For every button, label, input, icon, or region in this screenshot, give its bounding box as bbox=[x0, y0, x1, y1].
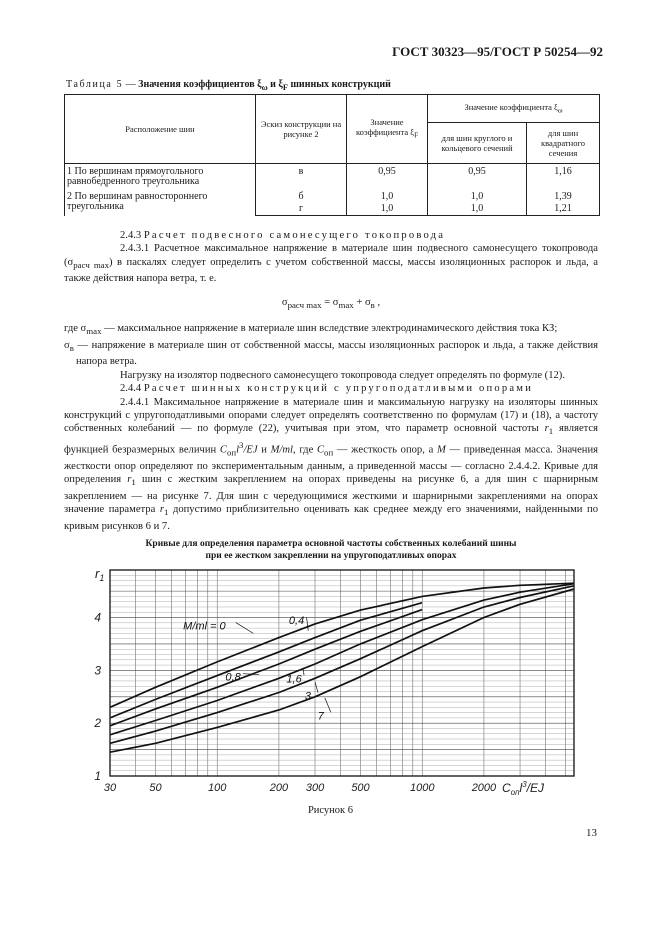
chart-ticks bbox=[93, 611, 497, 794]
section-2-4-4-heading: 2.4.4 Расчет шинных конструкций с упругоподатливыми опорами bbox=[120, 383, 534, 395]
x-tick-label: 300 bbox=[305, 782, 325, 794]
formula: $\sigma_{расч max} = \sigma_{max} + \sigma_в$ , bbox=[281, 296, 381, 310]
x-tick-label: 200 bbox=[269, 782, 289, 794]
paragraph-load: Нагрузку на изолятор подвесного самонесущего токопровода следует определять по формуле (12). bbox=[120, 369, 565, 381]
series-leader-4 bbox=[315, 682, 318, 693]
chart-title: Кривые для определения параметра основной частоты собственных колебаний шины при ее жестком закреплении на упругоподатливых опорах bbox=[145, 539, 517, 561]
section-2-4-3-heading: 2.4.3 Расчет подвесного самонесущего токопровода bbox=[120, 230, 446, 241]
col-square-header: для шин квадратного сечения bbox=[527, 123, 600, 164]
chart-curves bbox=[110, 583, 574, 752]
body-text bbox=[64, 229, 598, 533]
x-tick-label: 1000 bbox=[409, 782, 435, 794]
y-tick-label: 2 bbox=[94, 716, 101, 731]
x-tick-label: 2000 bbox=[471, 782, 497, 794]
series-label-4: 3 bbox=[304, 690, 312, 703]
table-caption: Таблица 5 — Значения коэффициентов $\xi_\omega$ и $\xi_F$ шинных конструкций bbox=[66, 79, 391, 92]
y-tick-label: 4 bbox=[94, 610, 101, 625]
x-tick-label: 500 bbox=[351, 782, 370, 794]
document-header: ГОСТ 30323—95/ГОСТ Р 50254—92 bbox=[392, 44, 603, 59]
x-axis-label: $C_{оп}l^3/EJ$ bbox=[502, 780, 544, 797]
col-location-header: Расположение шин bbox=[65, 95, 256, 164]
series-line-3 bbox=[110, 584, 574, 735]
series-label-1: 0,4 bbox=[288, 615, 305, 628]
where-sigma-v: $\sigma_в$ — напряжение в материале шин от собственной массы, массы изоляционных распорок и льда, а также действия напора ветра. bbox=[64, 339, 598, 368]
series-leader-5 bbox=[325, 698, 331, 712]
coefficients-table bbox=[64, 94, 600, 216]
x-tick-label: 50 bbox=[149, 782, 162, 794]
series-leader-0 bbox=[236, 622, 254, 633]
y-axis-label: $r_1$ bbox=[95, 566, 105, 583]
y-tick-label: 1 bbox=[94, 769, 101, 783]
x-tick-label: 30 bbox=[103, 782, 117, 794]
col-xiw-header: Значение коэффициента $\xi_\omega$ bbox=[428, 95, 600, 123]
series-leader-1 bbox=[307, 617, 309, 631]
page-number: 13 bbox=[586, 827, 597, 839]
series-label-0: M/ml = 0 bbox=[183, 620, 226, 633]
col-round-header: для шин круглого и кольцевого сечений bbox=[428, 123, 527, 164]
col-xiF-header: Значение коэффициента $\xi_F$ bbox=[347, 95, 428, 164]
series-label-5: 7 bbox=[317, 710, 324, 723]
series-label-2: 0,8 bbox=[225, 671, 241, 684]
table-row: г 1,0 1,0 1,21 bbox=[65, 203, 600, 216]
x-tick-label: 100 bbox=[208, 782, 227, 794]
col-sketch-header: Эскиз конструкции на рисунке 2 bbox=[256, 95, 347, 164]
paragraph-2-4-4-1: 2.4.4.1 Максимальное напряжение в материале шин и максимальную нагрузку на изоляторы шинных конструкций с упругоподатливыми опорами следует определять соответственно по формулам (17) и (18), а частоту собственных колебаний — по формуле (22), учитывая при этом, что параметр основной частоты $r_1$ является функцией безразмерных величин $C_{оп}l^3/EJ$ и M/ml, где $C_{оп}$ — жесткость опор, а M — приведенная масса. Значения жесткости опор определяют по экспериментальным данным, а приведенной массы — согласно 2.4.4.2. Кривые для определения $r_1$ шин с жестким закреплением на опорах приведены на рисунке 6, а для шин с шарнирным закреплением — на рисунке 7. Для шин с чередующимися жесткими и шарнирными закреплениями на опорах значение параметра $r_1$ допустимо приблизительно оценивать как среднее между его значениями, найденными по кривым рисунков 6 и 7. bbox=[64, 396, 599, 532]
figure-caption: Рисунок 6 bbox=[307, 805, 354, 816]
series-line-1 bbox=[110, 603, 422, 718]
table-row: 2 По вершинам равностороннего треугольника б 1,0 1,0 1,39 bbox=[65, 188, 600, 203]
series-leader-2 bbox=[243, 674, 259, 675]
table-row: 1 По вершинам прямоугольного равнобедренного треугольника в 0,95 0,95 1,16 bbox=[65, 164, 600, 189]
chart-figure-6 bbox=[60, 562, 580, 802]
paragraph-2-4-3-1: 2.4.3.1 Расчетное максимальное напряжение в материале шин подвесного самонесущего токопровода $(\sigma_{расч max})$ в паскалях следует определить с учетом собственной массы, массы изоляционных распорок и льда, а также действия напора ветра, т. е. bbox=[64, 243, 598, 285]
where-sigma-max: где $\sigma_{max}$ — максимальное напряжение в материале шин вследствие электродинамического действия тока КЗ; bbox=[64, 323, 558, 337]
series-line-2 bbox=[110, 610, 422, 726]
series-label-3: 1,6 bbox=[286, 673, 302, 686]
y-tick-label: 3 bbox=[94, 663, 101, 678]
